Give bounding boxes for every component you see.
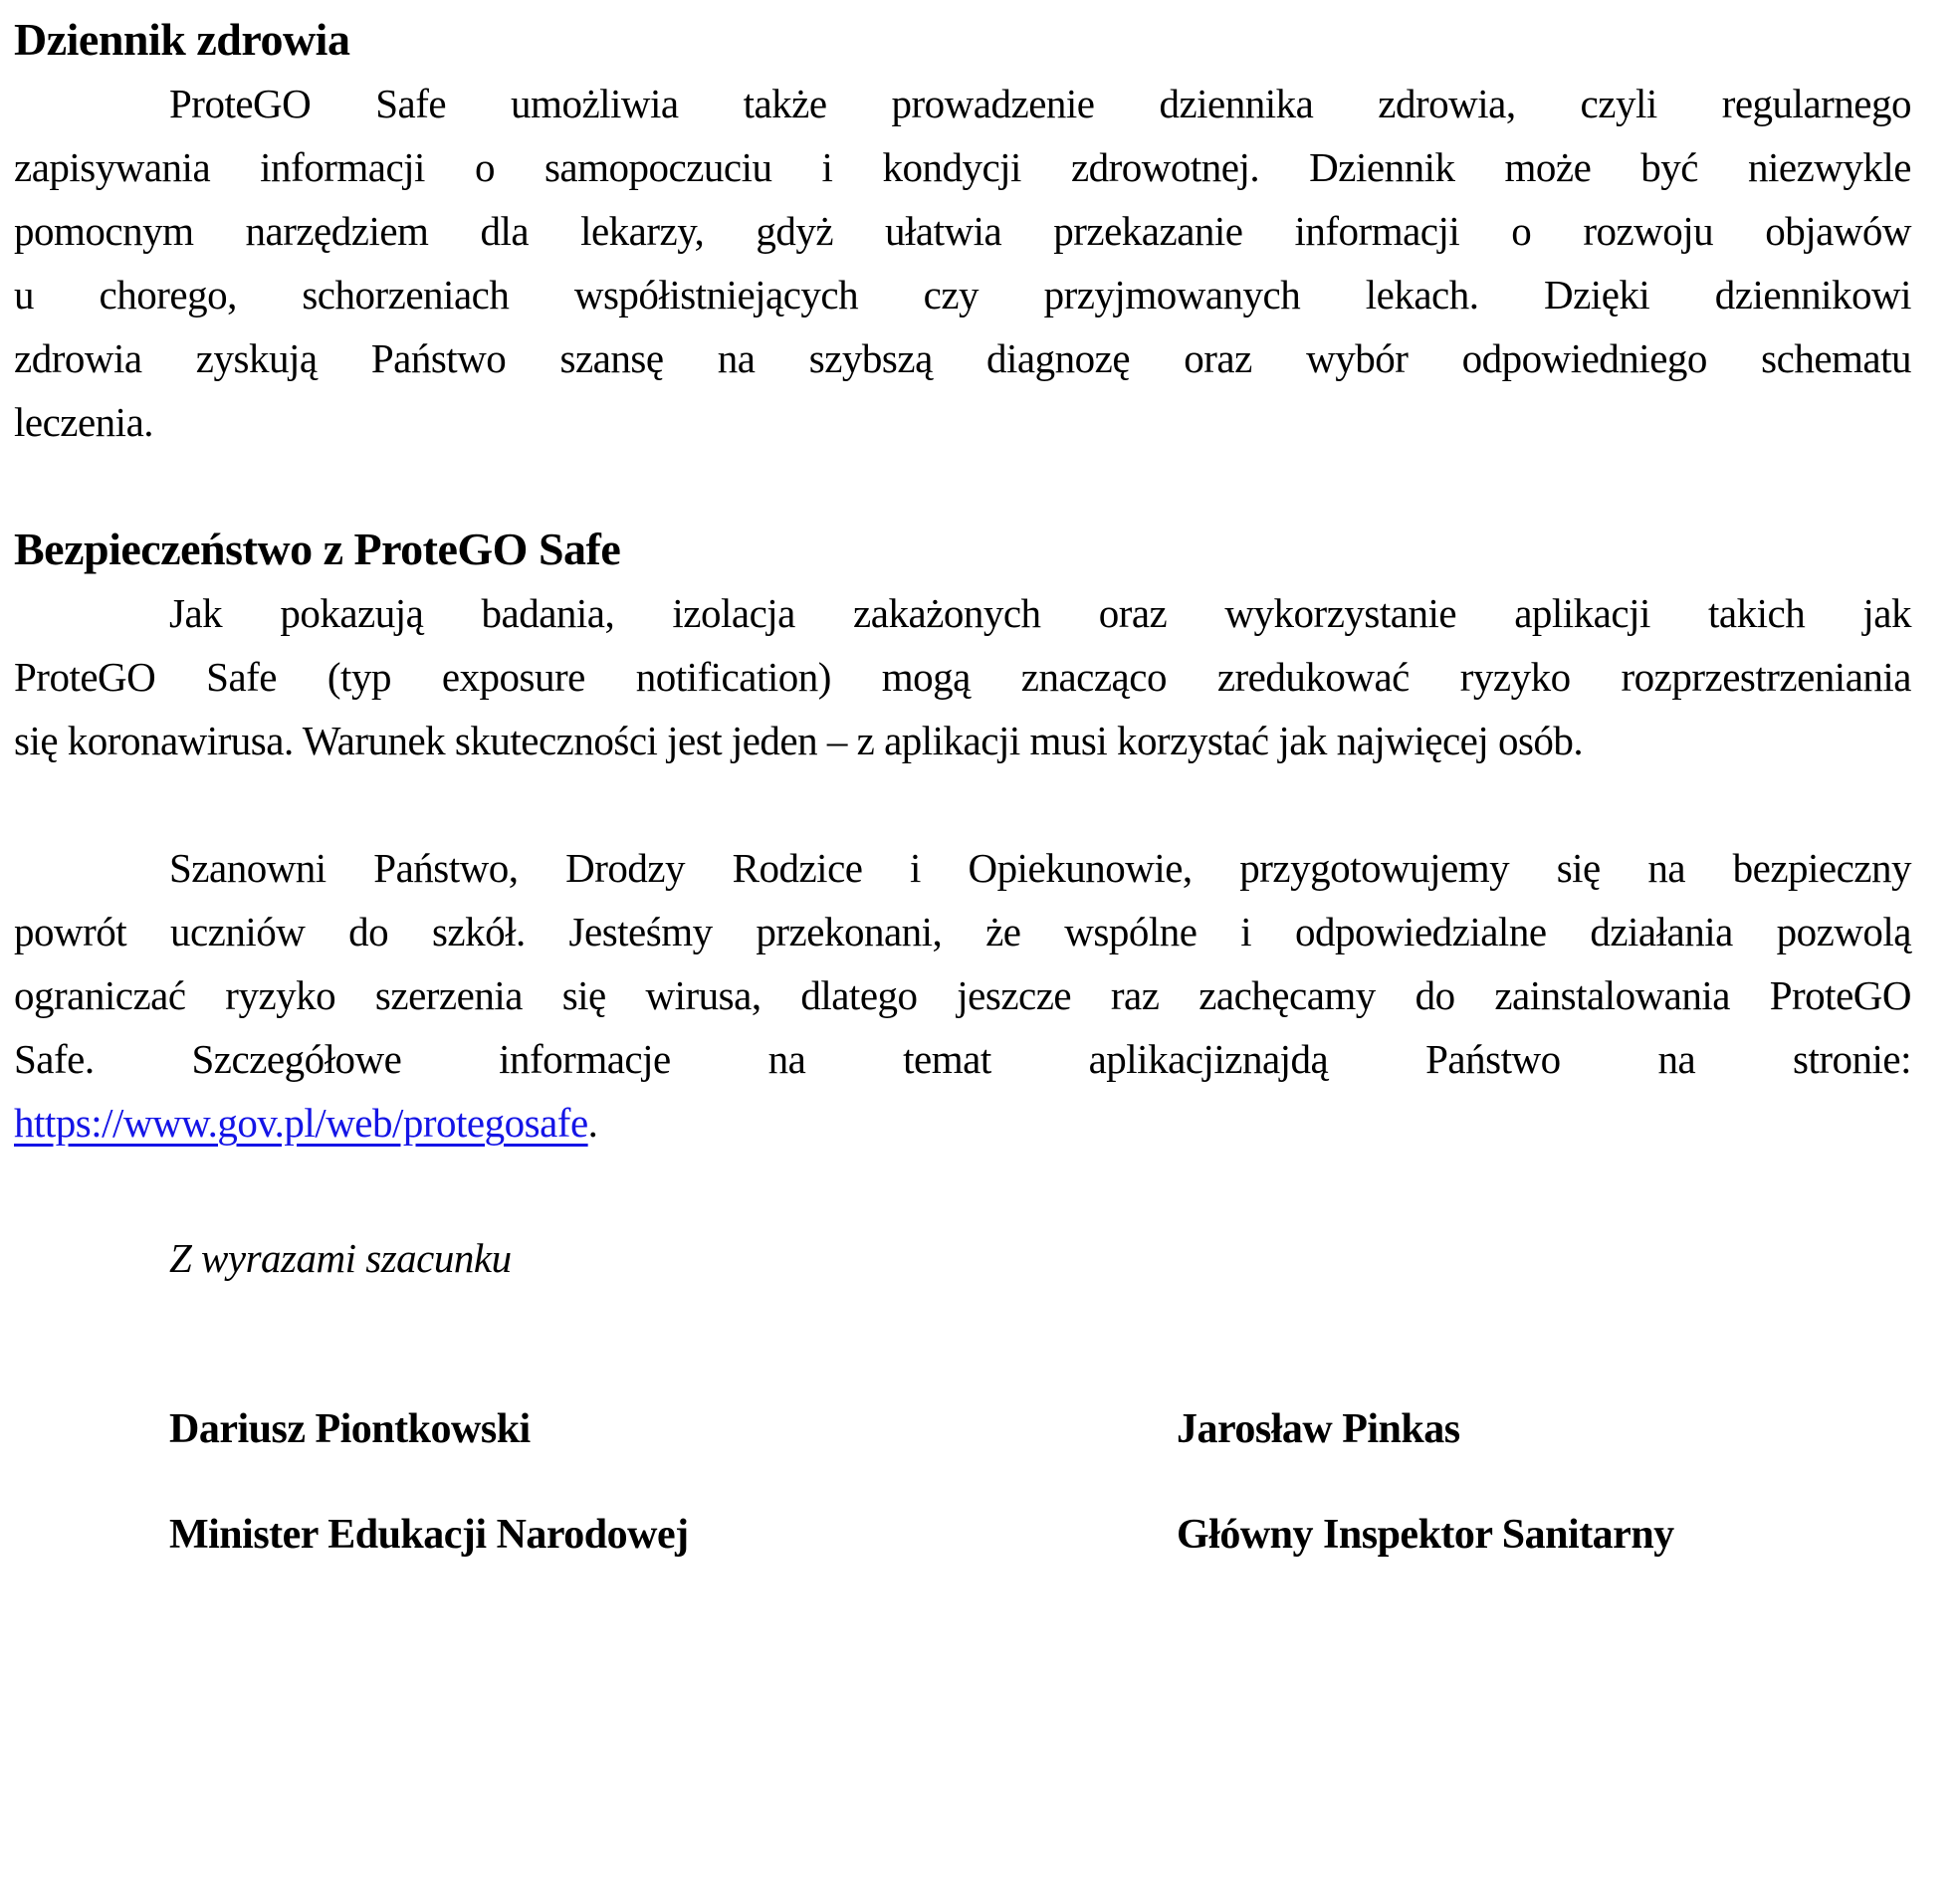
text-line: Jak pokazują badania, izolacja zakażonych oraz wykorzystanie aplikacji takich jak <box>169 590 1911 636</box>
text-line: Szanowni Państwo, Drodzy Rodzice i Opiekunowie, przygotowujemy się na bezpieczny <box>169 845 1911 891</box>
heading-bezpieczenstwo: Bezpieczeństwo z ProteGO Safe <box>14 524 621 574</box>
document-page <box>14 0 1911 1567</box>
signature-right-title: Główny Inspektor Sanitarny <box>1177 1512 1674 1558</box>
link-trailing-period: . <box>587 1100 598 1146</box>
signature-left <box>169 1397 1177 1567</box>
text-line: ProteGO Safe (typ exposure notification) mogą znacząco zredukować ryzyko rozprzestrzeniania <box>14 654 1911 700</box>
text-line: leczenia. <box>14 399 154 445</box>
link-line <box>14 1091 1911 1155</box>
signature-left-name: Dariusz Piontkowski <box>169 1406 531 1452</box>
text-line: ograniczać ryzyko szerzenia się wirusa, dlatego jeszcze raz zachęcamy do zainstalowania ProteGO <box>14 972 1911 1018</box>
text-line: się koronawirusa. Warunek skuteczności jest jeden – z aplikacji musi korzystać jak najwięcej osób. <box>14 718 1584 763</box>
signature-right <box>1177 1397 1674 1567</box>
protegosafe-link[interactable]: https://www.gov.pl/web/protegosafe <box>14 1100 588 1146</box>
closing-salutation: Z wyrazami szacunku <box>169 1235 512 1281</box>
text-line: Safe. Szczegółowe informacje na temat aplikacjiznajdą Państwo na stronie: <box>14 1036 1911 1082</box>
signature-left-title: Minister Edukacji Narodowej <box>169 1512 689 1558</box>
text-line: pomocnym narzędziem dla lekarzy, gdyż ułatwia przekazanie informacji o rozwoju objawów <box>14 208 1911 254</box>
paragraph-bezpieczenstwo <box>14 581 1911 772</box>
signature-right-name: Jarosław Pinkas <box>1177 1406 1460 1452</box>
text-line: u chorego, schorzeniach współistniejących czy przyjmowanych lekach. Dzięki dziennikowi <box>14 272 1911 317</box>
text-line: zapisywania informacji o samopoczuciu i kondycji zdrowotnej. Dziennik może być niezwykle <box>14 144 1911 190</box>
paragraph-szanowni-panstwo <box>14 836 1911 1091</box>
paragraph-dziennik-zdrowia <box>14 72 1911 454</box>
signature-block <box>14 1397 1911 1567</box>
heading-dziennik-zdrowia: Dziennik zdrowia <box>14 14 350 65</box>
text-line: ProteGO Safe umożliwia także prowadzenie dziennika zdrowia, czyli regularnego <box>169 81 1911 126</box>
text-line: zdrowia zyskują Państwo szansę na szybszą diagnozę oraz wybór odpowiedniego schematu <box>14 335 1911 381</box>
text-line: powrót uczniów do szkół. Jesteśmy przekonani, że wspólne i odpowiedzialne działania pozwolą <box>14 909 1911 954</box>
